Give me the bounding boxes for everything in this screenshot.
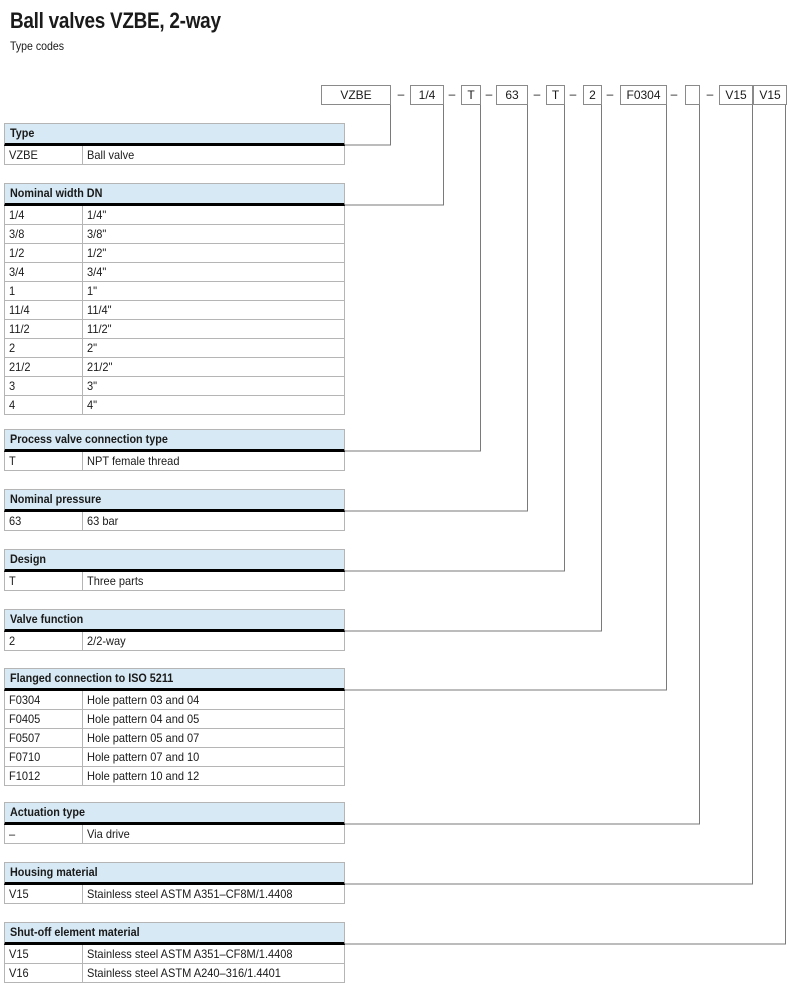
section-heading: Nominal width DN — [4, 183, 345, 206]
table-row: 2 2" — [4, 339, 345, 358]
code-segment-actuation — [685, 85, 700, 105]
connector-function — [345, 105, 602, 631]
table-row: V15 Stainless steel ASTM A351–CF8M/1.4408 — [4, 885, 345, 904]
table-row: T Three parts — [4, 572, 345, 591]
table-row: 3 3" — [4, 377, 345, 396]
section-design — [4, 549, 345, 591]
section-connection-type — [4, 429, 345, 471]
table-row: 21/2 21/2" — [4, 358, 345, 377]
connector-housing — [345, 105, 753, 884]
code-dash: – — [448, 87, 456, 101]
connector-nominal-width — [345, 105, 444, 205]
table-row: VZBE Ball valve — [4, 146, 345, 165]
table-row: 1/4 1/4" — [4, 206, 345, 225]
table-row: 2 2/2-way — [4, 632, 345, 651]
code-segment-nominal-width: 1/4 — [410, 85, 444, 105]
table-row: – Via drive — [4, 825, 345, 844]
section-housing-material — [4, 862, 345, 904]
table-row: F0304 Hole pattern 03 and 04 — [4, 691, 345, 710]
table-row: 63 63 bar — [4, 512, 345, 531]
code-segment-housing: V15 — [719, 85, 753, 105]
section-heading: Type — [4, 123, 345, 146]
section-heading: Valve function — [4, 609, 345, 632]
code-segment-shutoff: V15 — [753, 85, 787, 105]
code-segment-connection-type: T — [461, 85, 481, 105]
page-title: Ball valves VZBE, 2-way — [10, 8, 221, 33]
table-row: 3/4 3/4" — [4, 263, 345, 282]
connector-flange — [345, 105, 667, 690]
table-row: 4 4" — [4, 396, 345, 415]
section-valve-function — [4, 609, 345, 651]
code-segment-type: VZBE — [321, 85, 391, 105]
code-dash: – — [606, 87, 614, 101]
connector-pressure — [345, 105, 528, 511]
code-dash: – — [569, 87, 577, 101]
section-heading: Nominal pressure — [4, 489, 345, 512]
table-row: T NPT female thread — [4, 452, 345, 471]
code-segment-function: 2 — [583, 85, 602, 105]
table-row: F0710 Hole pattern 07 and 10 — [4, 748, 345, 767]
section-shutoff-material — [4, 922, 345, 983]
table-row: 1/2 1/2" — [4, 244, 345, 263]
page-subtitle: Type codes — [10, 39, 65, 53]
section-heading: Process valve connection type — [4, 429, 345, 452]
section-heading: Shut-off element material — [4, 922, 345, 945]
connector-type — [345, 105, 391, 145]
table-row: 1 1" — [4, 282, 345, 301]
connector-design — [345, 105, 565, 571]
section-actuation-type — [4, 802, 345, 844]
code-segment-pressure: 63 — [496, 85, 528, 105]
section-heading: Flanged connection to ISO 5211 — [4, 668, 345, 691]
code-dash: – — [670, 87, 678, 101]
code-dash: – — [397, 87, 405, 101]
section-heading: Actuation type — [4, 802, 345, 825]
section-type — [4, 123, 345, 165]
table-row: F0507 Hole pattern 05 and 07 — [4, 729, 345, 748]
section-flanged-connection — [4, 668, 345, 786]
section-heading: Housing material — [4, 862, 345, 885]
table-row: F0405 Hole pattern 04 and 05 — [4, 710, 345, 729]
table-row: 11/2 11/2" — [4, 320, 345, 339]
table-row: V16 Stainless steel ASTM A240–316/1.4401 — [4, 964, 345, 983]
connector-actuation — [345, 105, 700, 824]
table-row: V15 Stainless steel ASTM A351–CF8M/1.4408 — [4, 945, 345, 964]
code-dash: – — [485, 87, 493, 101]
table-row: F1012 Hole pattern 10 and 12 — [4, 767, 345, 786]
section-heading: Design — [4, 549, 345, 572]
code-segment-design: T — [546, 85, 565, 105]
table-row: 11/4 11/4" — [4, 301, 345, 320]
section-nominal-pressure — [4, 489, 345, 531]
code-segment-flange: F0304 — [620, 85, 667, 105]
table-row: 3/8 3/8" — [4, 225, 345, 244]
code-dash: – — [706, 87, 714, 101]
connector-shutoff — [345, 105, 786, 944]
section-nominal-width — [4, 183, 345, 415]
connector-connection-type — [345, 105, 481, 451]
code-dash: – — [533, 87, 541, 101]
